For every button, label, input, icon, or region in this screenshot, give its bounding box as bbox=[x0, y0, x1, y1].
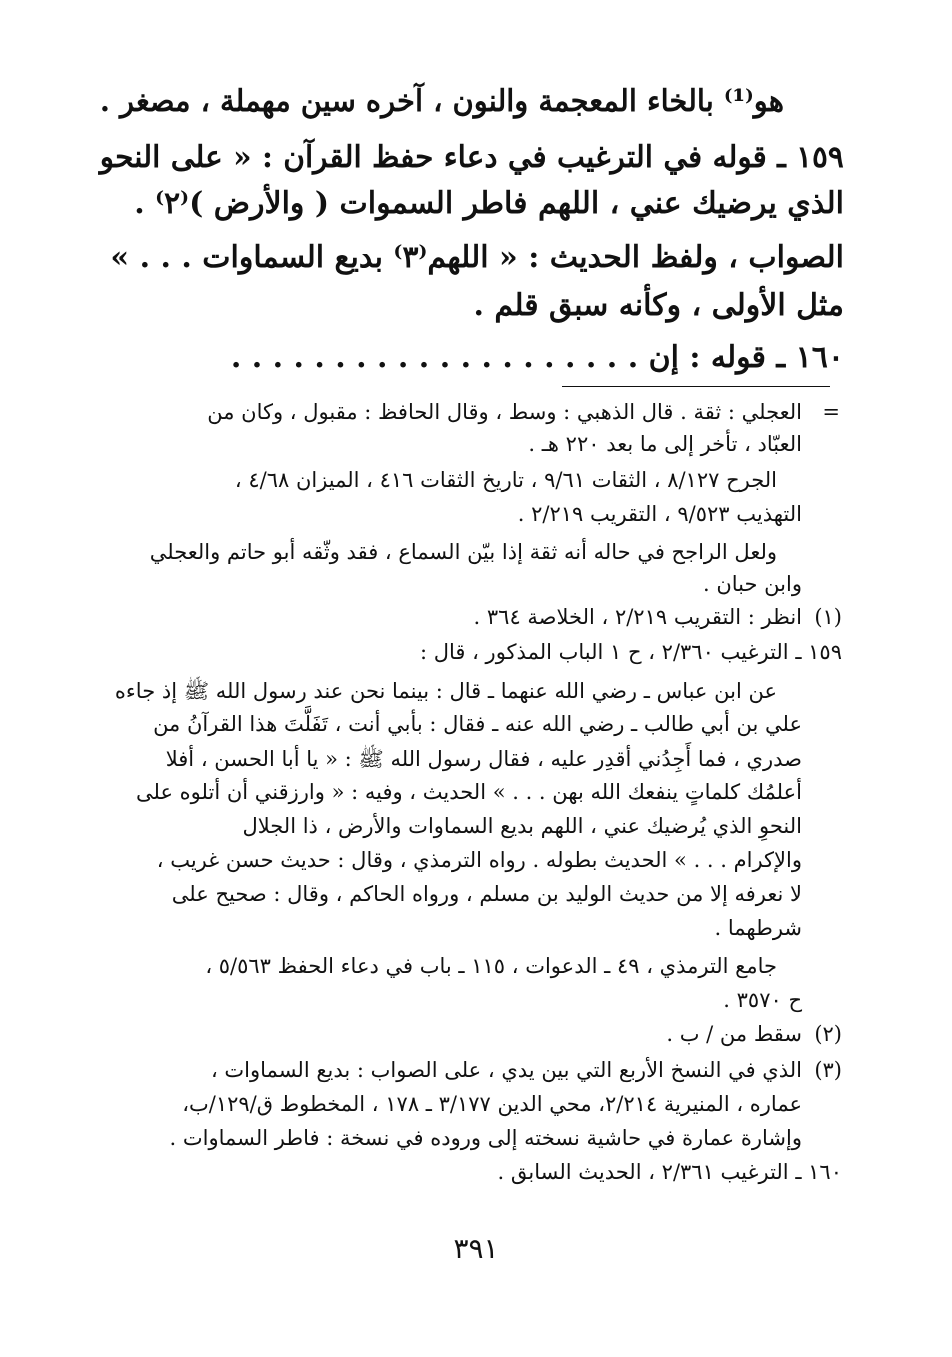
hadith-line: عن ابن عباس ـ رضي الله عنهما ـ قال : بينما نحن عند رسول الله ﷺ إذ جاءه bbox=[114, 679, 777, 703]
reference-160: ١٦٠ ـ الترغيب ٢/٣٦١ ، الحديث السابق . bbox=[497, 1160, 842, 1184]
hadith-line: والإكرام . . . » الحديث بطوله . رواه الترمذي ، وقال : حديث حسن غريب ، bbox=[156, 848, 802, 872]
footnote-number-1: (١) bbox=[814, 605, 842, 629]
main-text-line: الصواب ، ولفظ الحديث : « اللهم⁽٣⁾ بديع السماوات . . . » bbox=[110, 240, 844, 275]
hadith-line: علي بن أبي طالب ـ رضي الله عنه ـ فقال : بأبي أنت ، تَفَلَّتَ هذا القرآنُ من bbox=[153, 712, 802, 736]
hadith-line: أعلمُك كلماتٍ ينفعك الله بهن . . . » الحديث ، وفيه : « وارزقني أن أتلوه على bbox=[136, 780, 802, 804]
hadith-line: شرطهما . bbox=[714, 916, 802, 940]
hadith-line: صدري ، فما أَجِدُني أقدِر عليه ، فقال رسول الله ﷺ : « يا أبا الحسن ، أفلا bbox=[165, 747, 802, 771]
footnote-line: ولعل الراجح في حاله أنه ثقة إذا بيّن السماع ، فقد وثّقه أبو حاتم والعجلي bbox=[149, 540, 777, 564]
tirmidhi-reference-line: ح ٣٥٧٠ . bbox=[723, 988, 802, 1012]
footnote-line: التهذيب ٩/٥٢٣ ، التقريب ٢/٢١٩ . bbox=[517, 502, 802, 526]
footnote-2-text: سقط من / ب . bbox=[666, 1022, 802, 1046]
footnote-line: وابن حبان . bbox=[703, 572, 802, 596]
footnote-3-line: وإشارة عمارة في حاشية نسخته إلى وروده في نسخة : فاطر السماوات . bbox=[169, 1126, 802, 1150]
main-text-line: ١٦٠ ـ قوله : إن . . . . . . . . . . . . . . . . . . . . bbox=[230, 340, 844, 375]
footnote-number-2: (٢) bbox=[814, 1022, 842, 1046]
footnote-1-text: انظر : التقريب ٢/٢١٩ ، الخلاصة ٣٦٤ . bbox=[473, 605, 802, 629]
page-number: ٣٩١ bbox=[453, 1232, 499, 1265]
footnote-separator bbox=[562, 386, 830, 387]
footnote-3-line: عماره ، المنيرية ٢/٢١٤، محي الدين ٣/١٧٧ ـ ١٧٨ ، المخطوط ق/١٢٩/ب، bbox=[182, 1092, 802, 1116]
continuation-marker: = bbox=[822, 400, 840, 424]
footnote-line: العجلي : ثقة . قال الذهبي : وسط ، وقال الحافظ : مقبول ، وكان من bbox=[207, 400, 802, 424]
footnote-line: العبّاد ، تأخر إلى ما بعد ٢٢٠ هـ . bbox=[528, 432, 802, 456]
footnote-number-3: (٣) bbox=[814, 1058, 842, 1082]
main-text-line: الذي يرضيك عني ، اللهم فاطر السموات ( والأرض )⁽٢⁾ . bbox=[134, 186, 844, 221]
footnote-line: الجرح ٨/١٢٧ ، الثقات ٩/٦١ ، تاريخ الثقات ٤١٦ ، الميزان ٤/٦٨ ، bbox=[234, 468, 777, 492]
main-text-line: ١٥٩ ـ قوله في الترغيب في دعاء حفظ القرآن : « على النحو bbox=[99, 140, 844, 175]
main-text-line: هو⁽¹⁾ بالخاء المعجمة والنون ، آخره سين مهملة ، مصغر . bbox=[99, 84, 784, 119]
hadith-line: لا نعرفه إلا من حديث الوليد بن مسلم ، ورواه الحاكم ، وقال : صحيح على bbox=[171, 882, 802, 906]
tirmidhi-reference-line: جامع الترمذي ، ٤٩ ـ الدعوات ، ١١٥ ـ باب في دعاء الحفظ ٥/٥٦٣ ، bbox=[205, 954, 777, 978]
main-text-line: مثل الأولى ، وكأنه سبق قلم . bbox=[473, 288, 844, 323]
reference-159: ١٥٩ ـ الترغيب ٢/٣٦٠ ، ح ١ الباب المذكور ، قال : bbox=[419, 640, 842, 664]
hadith-line: النحوِ الذي يُرضيك عني ، اللهم بديع السماوات والأرض ، ذا الجلال bbox=[242, 814, 802, 838]
footnote-3-line: الذي في النسخ الأربع التي بين يدي ، على الصواب : بديع السماوات ، bbox=[210, 1058, 802, 1082]
